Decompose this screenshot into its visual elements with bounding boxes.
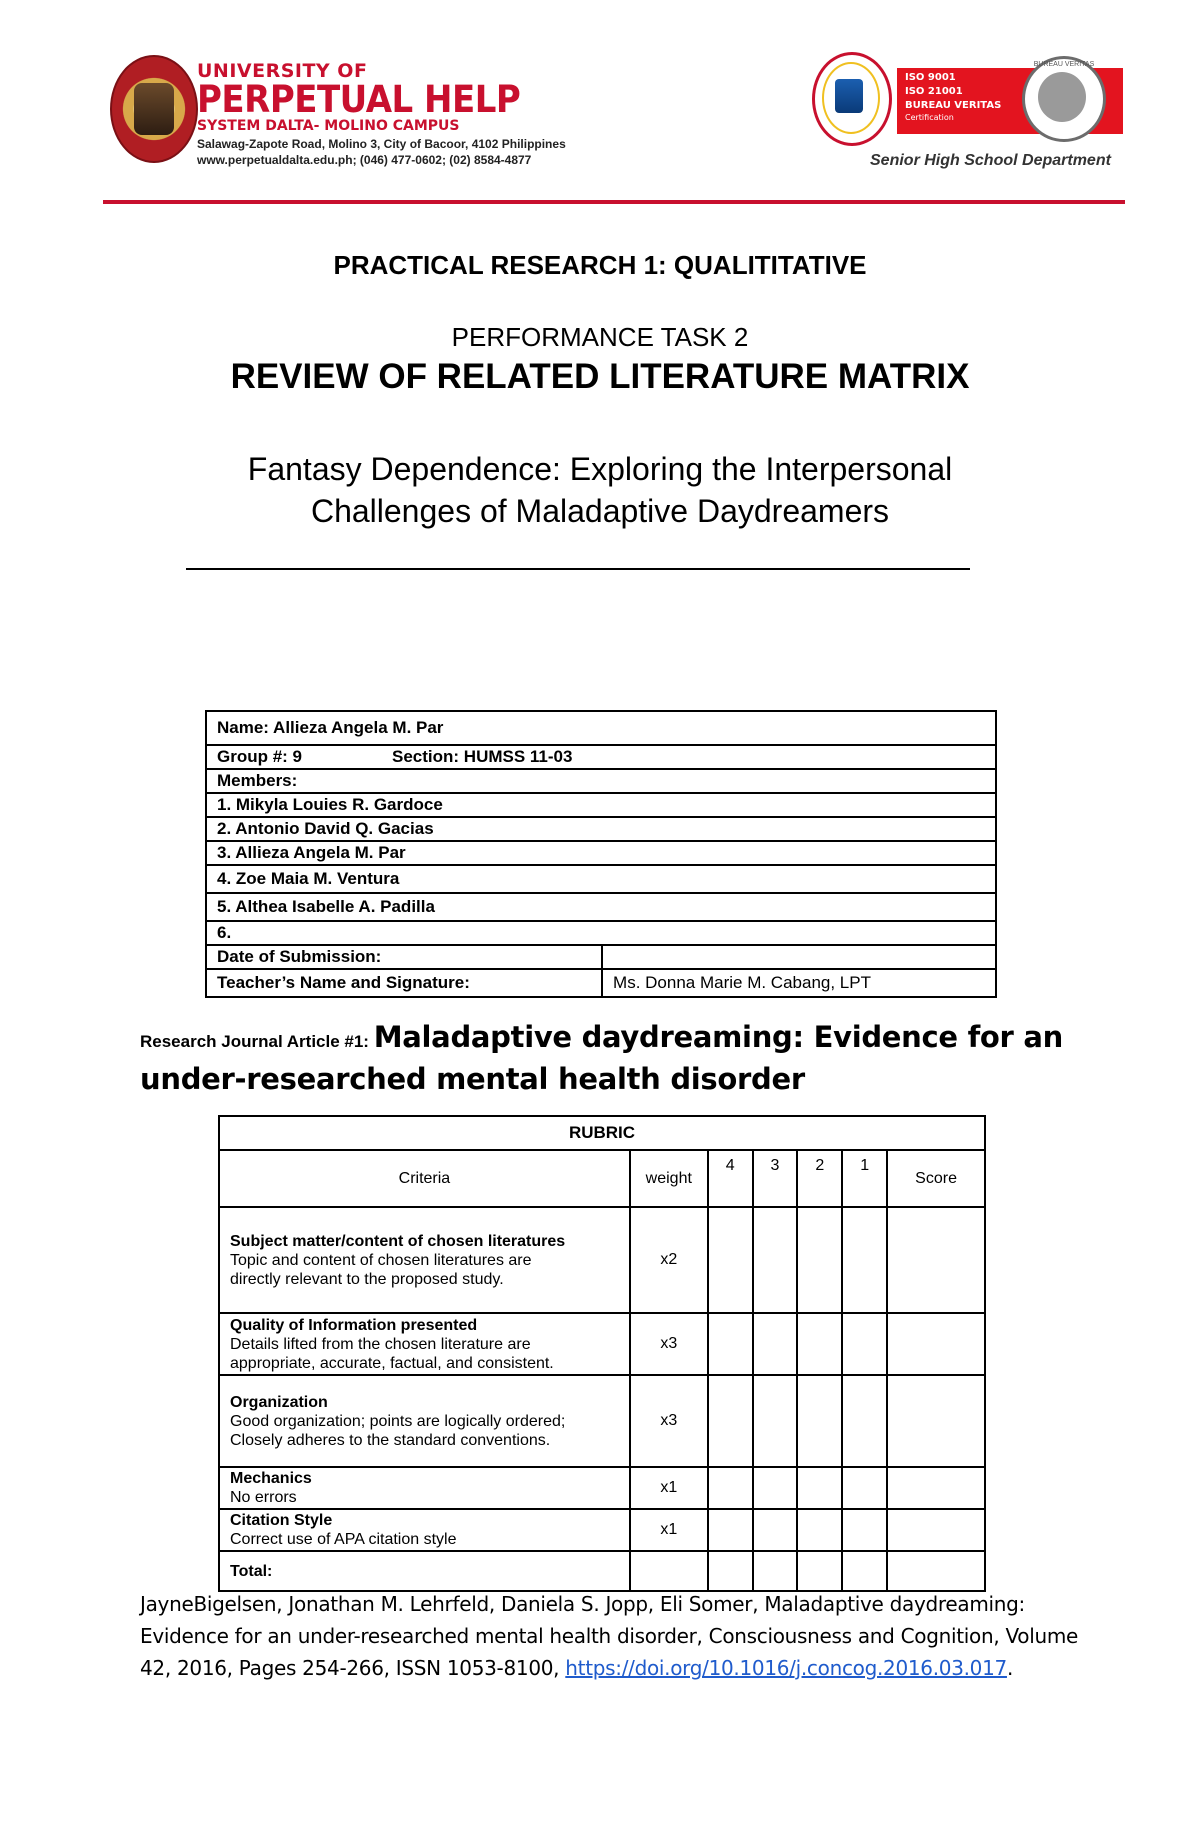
total-cell: [842, 1551, 887, 1591]
group-number: Group #: 9: [217, 747, 303, 766]
score-cell: [797, 1313, 842, 1375]
score-cell: [708, 1313, 753, 1375]
criterion-desc: Topic and content of chosen literatures are: [230, 1251, 532, 1269]
level-1-header: 1: [842, 1150, 887, 1207]
rubric-row: [219, 1207, 985, 1313]
study-title: [0, 448, 1200, 532]
matrix-title: REVIEW OF RELATED LITERATURE MATRIX: [230, 357, 970, 396]
rubric-caption: RUBRIC: [219, 1116, 985, 1150]
score-cell: [842, 1375, 887, 1467]
title-underline: [186, 568, 970, 570]
criterion-cell: [219, 1313, 630, 1375]
score-cell: [708, 1467, 753, 1509]
criterion-cell: [219, 1509, 630, 1551]
letterhead: [0, 0, 1200, 210]
shs-seal-logo: [812, 52, 892, 146]
score-cell: [842, 1509, 887, 1551]
teacher-value: Ms. Donna Marie M. Cabang, LPT: [602, 969, 996, 997]
campus-name: SYSTEM DALTA- MOLINO CAMPUS: [197, 118, 460, 134]
criterion-weight: x1: [630, 1467, 708, 1509]
score-cell: [753, 1467, 798, 1509]
study-title-line1: Fantasy Dependence: Exploring the Interpersonal: [247, 451, 953, 487]
article-title-line1: Maladaptive daydreaming: Evidence for an: [373, 1020, 1063, 1054]
criterion-title: Subject matter/content of chosen literatures: [230, 1232, 566, 1250]
total-cell: [630, 1551, 708, 1591]
member-2: 2. Antonio David Q. Gacias: [206, 817, 996, 841]
iso-line-4: Certification: [905, 113, 954, 122]
criterion-desc: Closely adheres to the standard conventions.: [230, 1431, 551, 1449]
criterion-cell: [219, 1467, 630, 1509]
score-cell: [708, 1509, 753, 1551]
score-cell: [842, 1313, 887, 1375]
level-2-header: 2: [797, 1150, 842, 1207]
university-contact: www.perpetualdalta.edu.ph; (046) 477-0602; (02) 8584-4877: [197, 153, 532, 167]
university-name-line1: UNIVERSITY OF: [197, 60, 368, 82]
citation: [140, 1588, 1080, 1684]
criterion-title: Citation Style: [230, 1512, 333, 1529]
criterion-weight: x3: [630, 1313, 708, 1375]
study-title-line2: Challenges of Maladaptive Daydreamers: [310, 493, 890, 529]
total-cell: [797, 1551, 842, 1591]
score-cell: [708, 1207, 753, 1313]
rubric-row: [219, 1467, 985, 1509]
criterion-desc: No errors: [230, 1489, 297, 1506]
level-3-header: 3: [753, 1150, 798, 1207]
rubric-row: [219, 1375, 985, 1467]
score-cell: [753, 1313, 798, 1375]
score-cell: [887, 1509, 985, 1551]
university-address: Salawag-Zapote Road, Molino 3, City of Bacoor, 4102 Philippines: [197, 137, 566, 151]
citation-end: .: [1006, 1656, 1014, 1680]
criterion-cell: [219, 1207, 630, 1313]
level-4-header: 4: [708, 1150, 753, 1207]
department-label: Senior High School Department: [870, 152, 1111, 169]
group-section-cell: [206, 745, 996, 769]
section: Section: HUMSS 11-03: [392, 747, 573, 766]
score-cell: [753, 1375, 798, 1467]
criterion-title: Mechanics: [230, 1470, 312, 1487]
score-cell: [753, 1509, 798, 1551]
score-cell: [887, 1207, 985, 1313]
article-heading: [140, 1016, 1080, 1100]
university-seal-logo: [110, 55, 198, 163]
criterion-desc: Details lifted from the chosen literature are: [230, 1335, 531, 1353]
score-cell: [842, 1207, 887, 1313]
rubric-row: [219, 1313, 985, 1375]
iso-line-2: ISO 21001: [905, 86, 963, 97]
course-title: PRACTICAL RESEARCH 1: QUALITITATIVE: [333, 250, 867, 280]
score-cell: [797, 1207, 842, 1313]
rubric-total-row: [219, 1551, 985, 1591]
score-cell: [842, 1467, 887, 1509]
iso-line-3: BUREAU VERITAS: [905, 100, 1002, 111]
score-cell: [797, 1467, 842, 1509]
score-header: Score: [887, 1150, 985, 1207]
student-name: Name: Allieza Angela M. Par: [206, 711, 996, 745]
student-info-table: [205, 710, 997, 998]
score-cell: [708, 1375, 753, 1467]
citation-text: JayneBigelsen, Jonathan M. Lehrfeld, Daniela S. Jopp, Eli Somer, Maladaptive daydreaming: Evidence for an under-researched mental health disorder, Consciousness and Cognition, Volume 42, 2016, Pages 254-266, ISSN 1053-8100,: [140, 1592, 1079, 1680]
score-cell: [797, 1509, 842, 1551]
score-cell: [887, 1313, 985, 1375]
member-1: 1. Mikyla Louies R. Gardoce: [206, 793, 996, 817]
header-divider: [103, 200, 1125, 204]
bureau-veritas-logo: BUREAU VERITAS: [1022, 56, 1106, 142]
score-cell: [797, 1375, 842, 1467]
score-cell: [887, 1375, 985, 1467]
criterion-desc: directly relevant to the proposed study.: [230, 1270, 504, 1288]
iso-line-1: ISO 9001: [905, 72, 956, 83]
rubric-table: [218, 1115, 986, 1592]
date-label: Date of Submission:: [206, 945, 602, 969]
date-value: [602, 945, 996, 969]
member-4: 4. Zoe Maia M. Ventura: [206, 865, 996, 893]
article-label: Research Journal Article #1:: [140, 1032, 374, 1051]
score-cell: [753, 1207, 798, 1313]
member-5: 5. Althea Isabelle A. Padilla: [206, 893, 996, 921]
member-6: 6.: [206, 921, 996, 945]
university-name-line2: PERPETUAL HELP: [197, 78, 521, 122]
criterion-desc: Good organization; points are logically ordered;: [230, 1412, 566, 1430]
rubric-row: [219, 1509, 985, 1551]
article-title-line2: under-researched mental health disorder: [140, 1062, 805, 1096]
criterion-desc: appropriate, accurate, factual, and consistent.: [230, 1354, 554, 1372]
criterion-weight: x2: [630, 1207, 708, 1313]
criterion-weight: x3: [630, 1375, 708, 1467]
score-cell: [887, 1467, 985, 1509]
criterion-cell: [219, 1375, 630, 1467]
member-3: 3. Allieza Angela M. Par: [206, 841, 996, 865]
criterion-weight: x1: [630, 1509, 708, 1551]
criteria-header: Criteria: [219, 1150, 630, 1207]
total-score-cell: [887, 1551, 985, 1591]
total-cell: [708, 1551, 753, 1591]
members-label: Members:: [206, 769, 996, 793]
teacher-label: Teacher’s Name and Signature:: [206, 969, 602, 997]
criterion-title: Organization: [230, 1393, 328, 1411]
doi-link[interactable]: https://doi.org/10.1016/j.concog.2016.03.017: [565, 1656, 1007, 1680]
weight-header: weight: [630, 1150, 708, 1207]
criterion-title: Quality of Information presented: [230, 1316, 478, 1334]
total-cell: [753, 1551, 798, 1591]
task-title: PERFORMANCE TASK 2: [451, 322, 749, 352]
criterion-desc: Correct use of APA citation style: [230, 1531, 457, 1548]
total-label: Total:: [219, 1551, 630, 1591]
